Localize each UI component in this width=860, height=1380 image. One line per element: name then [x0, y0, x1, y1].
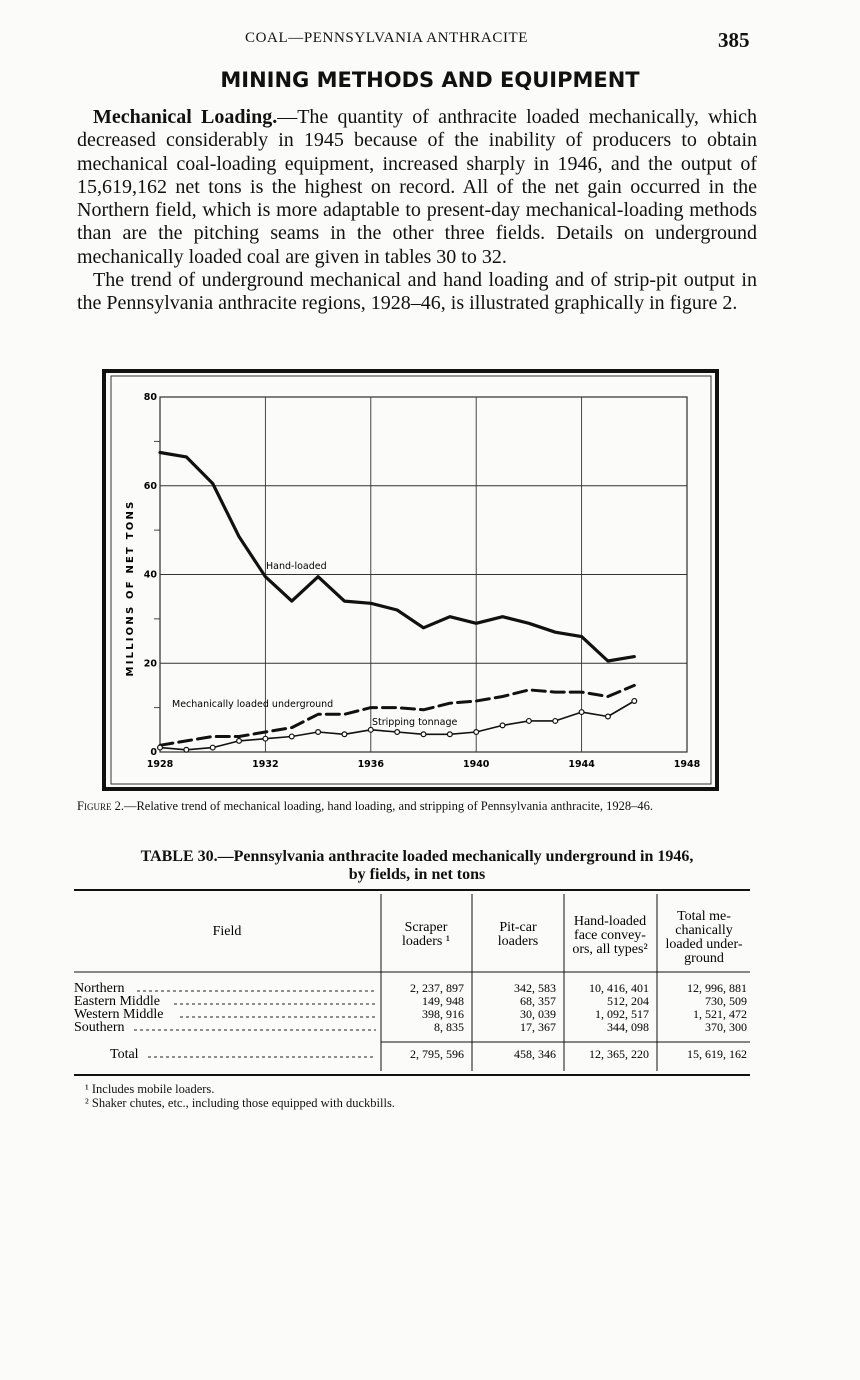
- series-point-2: [316, 730, 321, 735]
- col-header-total: [665, 909, 742, 966]
- total-label: Total: [110, 1047, 139, 1062]
- y-tick-label: 80: [143, 392, 157, 403]
- series-point-2: [368, 727, 373, 732]
- figure-2-chart: [102, 368, 719, 792]
- chart-y-tick-labels: [144, 392, 158, 758]
- series-point-2: [474, 730, 479, 735]
- row-pitcar: 68, 357: [520, 994, 556, 1008]
- row-scraper: 2, 237, 897: [410, 981, 464, 995]
- series-label-hand-loaded: Hand-loaded: [266, 561, 327, 572]
- col-header-pitcar-line: loaders: [497, 934, 539, 949]
- col-header-total-line: chanically: [675, 923, 733, 938]
- table-title-line-1: TABLE 30.—Pennsylvania anthracite loaded mechanically underground in 1946,: [140, 848, 694, 865]
- col-header-pitcar-line: Pit-car: [499, 920, 537, 935]
- row-field: Western Middle: [74, 1007, 164, 1022]
- y-tick-label: 40: [143, 569, 157, 581]
- row-pitcar: 30, 039: [520, 1007, 556, 1021]
- x-tick-label: 1944: [568, 759, 595, 770]
- total-pitcar: 458, 346: [514, 1047, 556, 1061]
- row-pitcar: 17, 367: [520, 1020, 556, 1034]
- series-point-2: [395, 730, 400, 735]
- col-header-scraper: [402, 920, 450, 949]
- x-tick-label: 1936: [357, 759, 385, 770]
- series-point-2: [579, 710, 584, 715]
- series-point-2: [500, 723, 505, 728]
- series-line-0: [160, 453, 634, 662]
- col-header-pitcar: [498, 920, 538, 949]
- footnote-2: ² Shaker chutes, etc., including those equipped with duckbills.: [85, 1096, 395, 1110]
- row-hand: 1, 092, 517: [595, 1007, 649, 1021]
- series-point-2: [184, 747, 189, 752]
- col-header-total-line: Total me-: [677, 909, 731, 924]
- paragraph-1-text: —The quantity of anthracite loaded mechanically, which decreased considerably in 1945 because of the inability of producers to obtain mechanical coal-loading equipment, increased sharply in 1946, and the output of 15,619,162 net tons is the highest on record. All of the net gain occurred in the Northern field, which is more adaptable to present-day mechanical-loading methods than are the pitching seams in the other three fields. Details on underground mechanically loaded coal are given in tables 30 to 32.: [77, 106, 757, 268]
- series-label-mechanically-loaded: Mechanically loaded underground: [172, 699, 334, 710]
- chart-y-axis-label: MILLIONS OF NET TONS: [125, 499, 136, 677]
- footnote-1: ¹ Includes mobile loaders.: [85, 1082, 215, 1096]
- x-tick-label: 1928: [146, 759, 174, 770]
- col-header-hand-line: ors, all types²: [572, 942, 648, 957]
- row-total: 370, 300: [705, 1020, 747, 1034]
- series-point-2: [210, 745, 215, 750]
- series-point-2: [263, 736, 268, 741]
- row-total: 1, 521, 472: [693, 1007, 747, 1021]
- row-pitcar: 342, 583: [514, 981, 556, 995]
- page-number: 385: [718, 28, 750, 52]
- y-tick-label: 60: [143, 480, 157, 492]
- x-tick-label: 1948: [673, 759, 701, 770]
- row-field: Southern: [74, 1020, 125, 1035]
- series-point-2: [447, 732, 452, 737]
- total-total: 15, 619, 162: [687, 1047, 747, 1061]
- table-row: [74, 1020, 747, 1035]
- col-header-scraper-line: Scraper: [404, 920, 448, 935]
- total-scraper: 2, 795, 596: [410, 1047, 464, 1061]
- total-hand: 12, 365, 220: [589, 1047, 649, 1061]
- x-tick-label: 1940: [462, 759, 490, 770]
- series-line-1: [160, 685, 634, 745]
- series-point-2: [342, 732, 347, 737]
- table-30: [74, 888, 754, 1080]
- series-point-2: [289, 734, 294, 739]
- paragraph-mechanical-loading: [77, 106, 757, 269]
- series-point-2: [158, 745, 163, 750]
- table-footnotes: [85, 1082, 755, 1110]
- series-point-2: [632, 699, 637, 704]
- running-title: COAL—PENNSYLVANIA ANTHRACITE: [245, 30, 529, 46]
- paragraph-trend: The trend of underground mechanical and hand loading and of strip-pit output in the Pennsylvania anthracite regions, 1928–46, is illustrated graphically in figure 2.: [77, 269, 757, 315]
- figure-caption: [77, 800, 757, 813]
- table-total-row: [110, 1047, 747, 1062]
- col-header-field: Field: [212, 924, 242, 939]
- body-text: [77, 106, 757, 316]
- series-point-2: [606, 714, 611, 719]
- row-scraper: 149, 948: [422, 994, 464, 1008]
- row-hand: 512, 204: [607, 994, 649, 1008]
- figure-caption-text: —Relative trend of mechanical loading, hand loading, and stripping of Pennsylvania anthracite, 1928–46.: [123, 799, 653, 813]
- table-title: [77, 848, 757, 884]
- running-head: [0, 28, 860, 52]
- y-tick-label: 0: [150, 747, 157, 758]
- col-header-scraper-line: loaders ¹: [401, 934, 451, 949]
- series-point-2: [237, 739, 242, 744]
- x-tick-label: 1932: [252, 759, 279, 770]
- row-scraper: 398, 916: [422, 1007, 464, 1021]
- run-in-heading: Mechanical Loading.: [93, 106, 278, 128]
- col-header-hand-loaded: [572, 914, 647, 957]
- series-label-stripping-tonnage: Stripping tonnage: [372, 717, 458, 728]
- col-header-hand-line: Hand-loaded: [573, 914, 647, 929]
- row-scraper: 8, 835: [434, 1020, 464, 1034]
- table-title-line-2: by fields, in net tons: [348, 866, 486, 883]
- col-header-hand-line: face convey-: [574, 928, 646, 943]
- series-point-2: [421, 732, 426, 737]
- row-field: Eastern Middle: [74, 994, 160, 1009]
- figure-caption-label: Figure 2.: [77, 799, 124, 813]
- row-total: 12, 996, 881: [687, 981, 747, 995]
- col-header-total-line: loaded under-: [665, 937, 743, 952]
- col-header-total-line: ground: [684, 951, 724, 966]
- y-tick-label: 20: [143, 658, 157, 670]
- series-point-2: [527, 719, 532, 724]
- section-heading: MINING METHODS AND EQUIPMENT: [220, 68, 640, 92]
- row-hand: 10, 416, 401: [589, 981, 649, 995]
- row-total: 730, 509: [705, 994, 747, 1008]
- series-point-2: [553, 719, 558, 724]
- row-field: Northern: [74, 981, 125, 996]
- chart-x-tick-labels: [147, 759, 701, 770]
- row-hand: 344, 098: [607, 1020, 649, 1034]
